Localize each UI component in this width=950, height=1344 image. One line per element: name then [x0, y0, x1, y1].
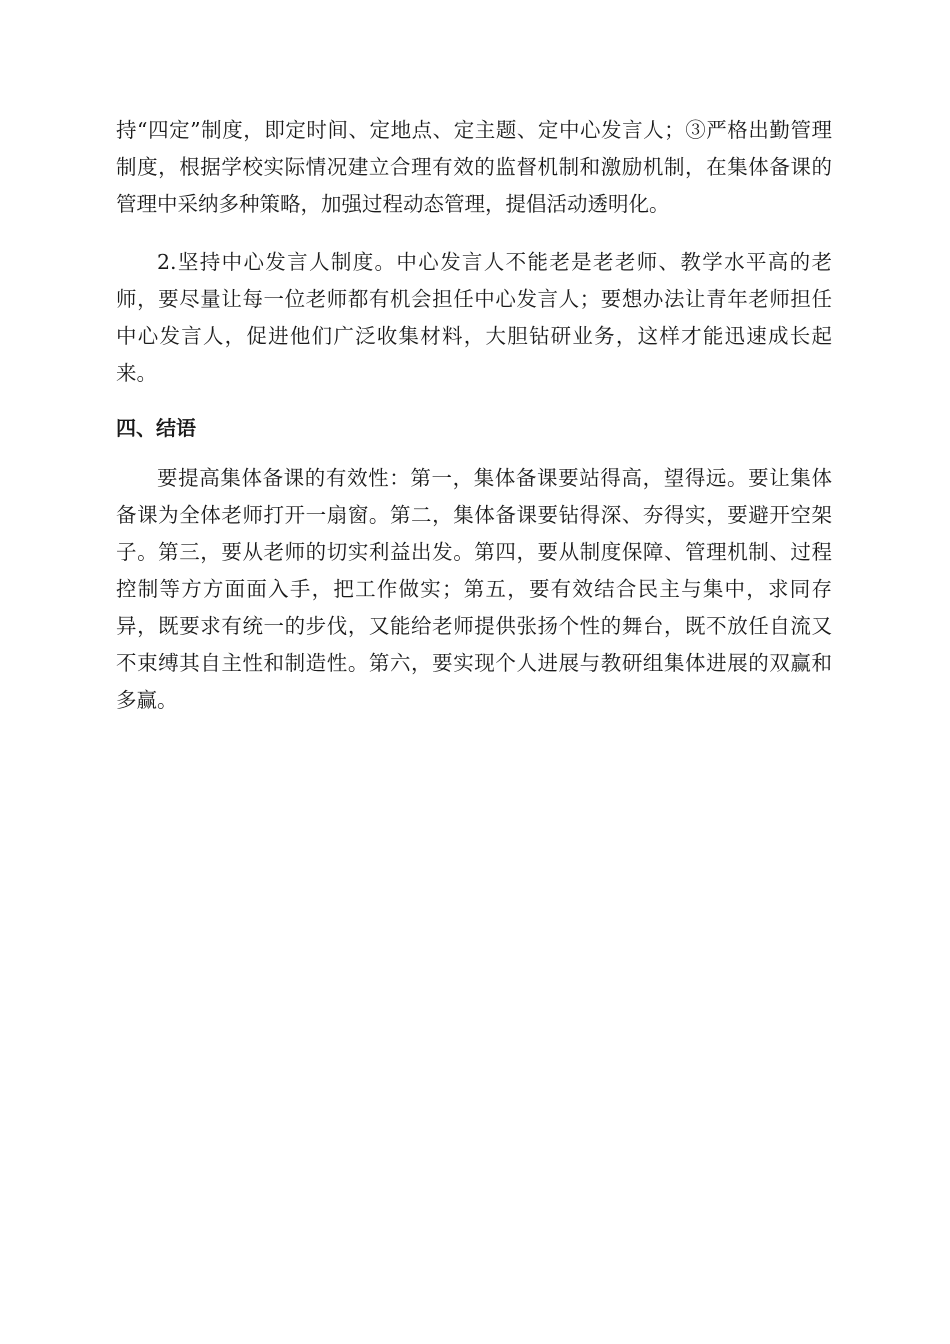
paragraph-conclusion: 要提高集体备课的有效性：第一，集体备课要站得高，望得远。要让集体备课为全体老师打开一扇窗。第二，集体备课要钻得深、夯得实，要避开空架子。第三，要从老师的切实利益出发。第四，要从制度保障、管理机制、过程控制等方方面面入手，把工作做实；第五，要有效结合民主与集中，求同存异，既要求有统一的步伐，又能给老师提供张扬个性的舞台，既不放任自流又不束缚其自主性和制造性。第六，要实现个人进展与教研组集体进展的双赢和多赢。 — [116, 466, 832, 712]
document-page — [116, 112, 832, 719]
paragraph-speaker-system: 2.坚持中心发言人制度。中心发言人不能老是老老师、教学水平高的老师，要尽量让每一位老师都有机会担任中心发言人；要想办法让青年老师担任中心发言人，促进他们广泛收集材料，大胆钻研业务，这样才能迅速成长起来。 — [116, 250, 832, 385]
section-heading-conclusion: 四、结语 — [116, 416, 196, 440]
paragraph-continuation: 持“四定”制度，即定时间、定地点、定主题、定中心发言人；③严格出勤管理制度，根据学校实际情况建立合理有效的监督机制和激励机制，在集体备课的管理中采纳多种策略，加强过程动态管理，提倡活动透明化。 — [116, 118, 832, 216]
